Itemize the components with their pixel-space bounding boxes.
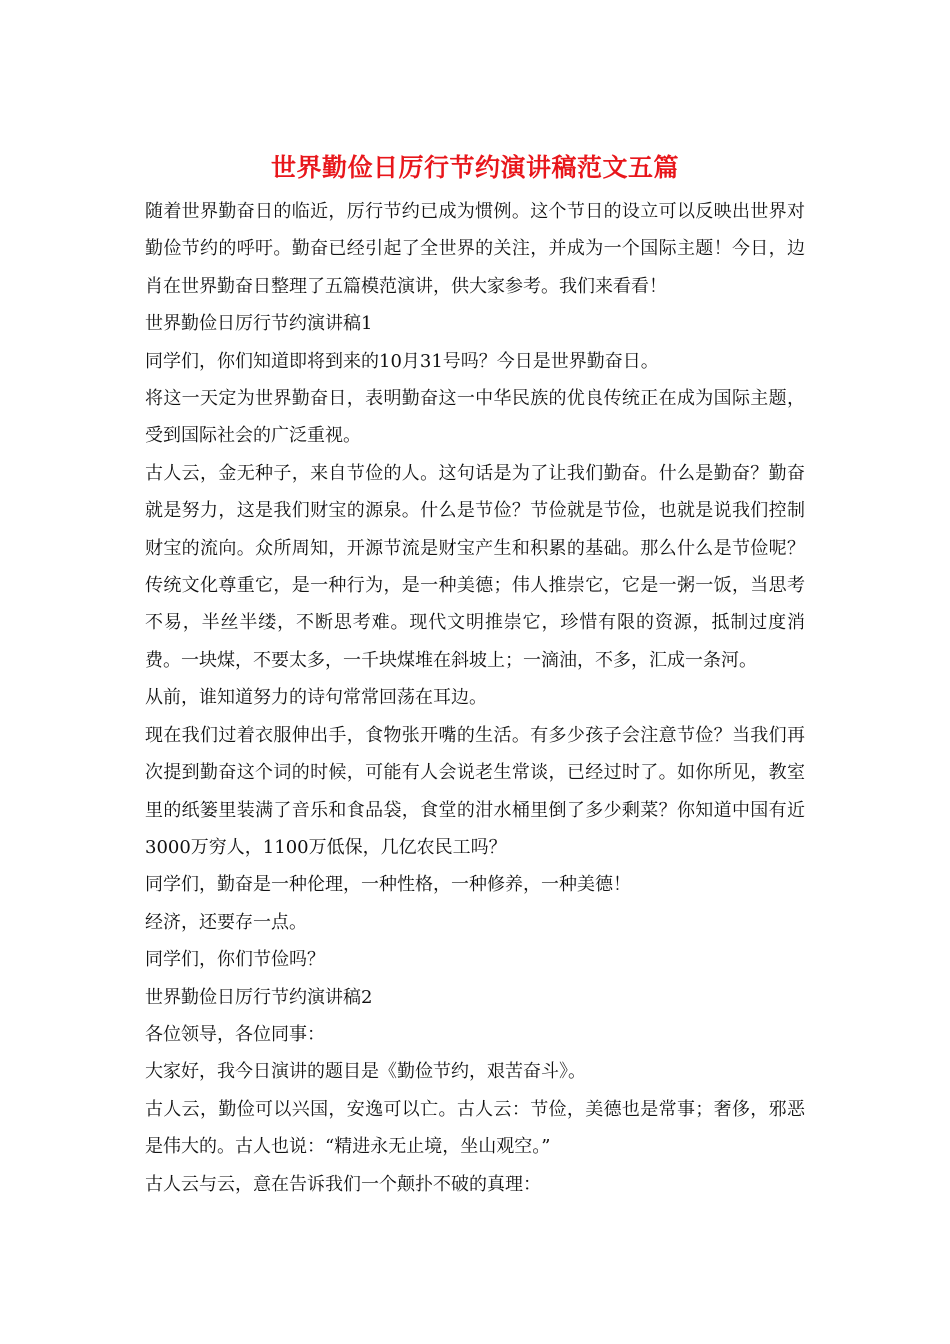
section-heading-speech-1: 世界勤俭日厉行节约演讲稿1 xyxy=(145,313,373,335)
document-body xyxy=(145,193,805,1203)
paragraph: 同学们，你们节俭吗？ xyxy=(145,949,325,971)
paragraph: 经济，还要存一点。 xyxy=(145,911,307,933)
paragraph-salutation: 各位领导，各位同事： xyxy=(145,1023,325,1045)
paragraph: 现在我们过着衣服伸出手，食物张开嘴的生活。有多少孩子会注意节俭？当我们再次提到勤奋这个词的时候，可能有人会说老生常谈，已经过时了。如你所见，教室里的纸篓里装满了音乐和食品袋，食堂的泔水桶里倒了多少剩菜？你知道中国有近3000万穷人，1100万低保，几亿农民工吗？ xyxy=(145,724,805,858)
paragraph: 古人云，金无种子，来自节俭的人。这句话是为了让我们勤奋。什么是勤奋？勤奋就是努力，这是我们财宝的源泉。什么是节俭？节俭就是节俭，也就是说我们控制财宝的流向。众所周知，开源节流是财宝产生和积累的基础。那么什么是节俭呢？传统文化尊重它，是一种行为，是一种美德；伟人推崇它，它是一粥一饭，当思考不易，半丝半缕，不断思考难。现代文明推崇它，珍惜有限的资源，抵制过度消费。一块煤，不要太多，一千块煤堆在斜坡上；一滴油，不多，汇成一条河。 xyxy=(145,462,805,671)
section-heading-speech-2: 世界勤俭日厉行节约演讲稿2 xyxy=(145,986,373,1008)
paragraph: 大家好，我今日演讲的题目是《勤俭节约，艰苦奋斗》。 xyxy=(145,1061,586,1083)
document-title: 世界勤俭日厉行节约演讲稿范文五篇 xyxy=(270,153,679,182)
paragraph: 同学们，勤奋是一种伦理，一种性格，一种修养，一种美德！ xyxy=(145,874,631,896)
paragraph: 将这一天定为世界勤奋日，表明勤奋这一中华民族的优良传统正在成为国际主题，受到国际社会的广泛重视。 xyxy=(145,388,805,447)
paragraph: 从前，谁知道努力的诗句常常回荡在耳边。 xyxy=(145,687,487,709)
paragraph: 同学们，你们知道即将到来的10月31号吗？今日是世界勤奋日。 xyxy=(145,350,659,372)
paragraph-intro: 随着世界勤奋日的临近，厉行节约已成为惯例。这个节日的设立可以反映出世界对勤俭节约的呼吁。勤奋已经引起了全世界的关注，并成为一个国际主题！今日，边肖在世界勤奋日整理了五篇模范演讲，供大家参考。我们来看看！ xyxy=(145,201,805,297)
paragraph: 古人云，勤俭可以兴国，安逸可以亡。古人云：节俭，美德也是常事；奢侈，邪恶是伟大的。古人也说：“精进永无止境，坐山观空。” xyxy=(145,1098,805,1158)
paragraph: 古人云与云，意在告诉我们一个颠扑不破的真理： xyxy=(145,1173,541,1195)
